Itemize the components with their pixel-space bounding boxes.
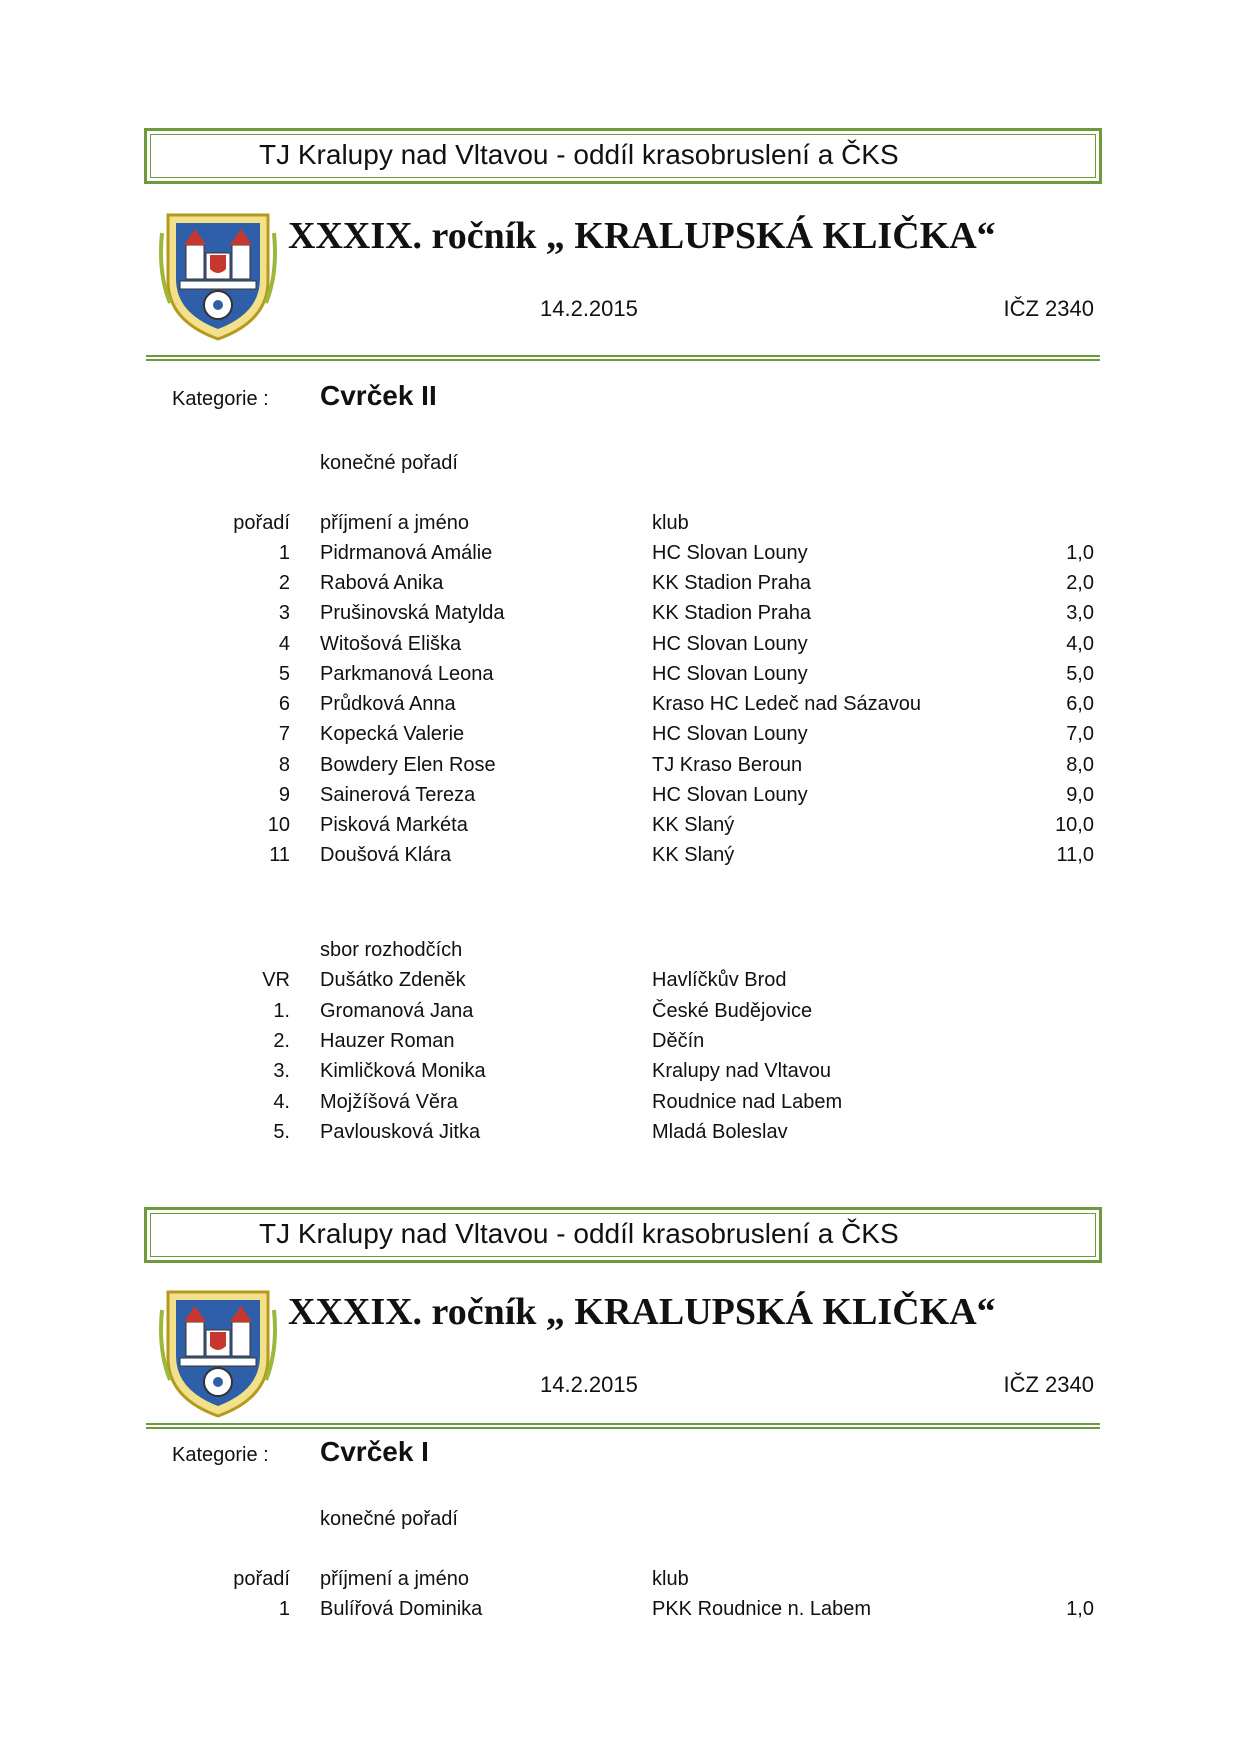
result-score: 8,0 <box>1066 754 1094 776</box>
results-subtitle: konečné pořadí <box>320 452 458 474</box>
table-row <box>0 814 1240 844</box>
result-rank: 10 <box>267 814 290 836</box>
result-name: Witošová Eliška <box>320 633 462 655</box>
result-score: 4,0 <box>1066 633 1094 655</box>
result-club: HC Slovan Louny <box>652 542 808 564</box>
results-header <box>0 512 1240 542</box>
table-row <box>0 754 1240 784</box>
result-club: TJ Kraso Beroun <box>652 754 803 776</box>
result-name: Parkmanová Leona <box>320 663 494 685</box>
result-club: KK Stadion Praha <box>652 602 811 624</box>
list-item <box>0 969 1240 999</box>
header-club: klub <box>652 512 689 534</box>
header-rule <box>146 355 1100 361</box>
judge-role: 3. <box>273 1060 290 1082</box>
list-item <box>0 1000 1240 1030</box>
result-rank: 5 <box>278 663 290 685</box>
result-rank: 8 <box>278 754 290 776</box>
table-row <box>0 572 1240 602</box>
result-rank: 2 <box>278 572 290 594</box>
judge-city: Havlíčkův Brod <box>652 969 787 991</box>
table-row <box>0 633 1240 663</box>
judge-name: Gromanová Jana <box>320 1000 474 1022</box>
event-icz: IČZ 2340 <box>1003 1372 1094 1397</box>
judge-name: Hauzer Roman <box>320 1030 455 1052</box>
result-club: KK Slaný <box>652 844 735 866</box>
header-rule <box>146 1423 1100 1429</box>
event-title: XXXIX. ročník „ KRALUPSKÁ KLIČKA“ <box>288 1291 996 1333</box>
result-rank: 3 <box>278 602 290 624</box>
event-date: 14.2.2015 <box>540 1372 638 1397</box>
table-row <box>0 723 1240 753</box>
result-name: Prušinovská Matylda <box>320 602 505 624</box>
judges-title <box>0 939 1240 969</box>
list-item <box>0 1121 1240 1151</box>
results-subtitle: konečné pořadí <box>320 1508 458 1530</box>
category-name: Cvrček I <box>320 1436 429 1467</box>
result-name: Pidrmanová Amálie <box>320 542 493 564</box>
result-name: Doušová Klára <box>320 844 452 866</box>
club-banner <box>144 1207 1102 1263</box>
table-row <box>0 663 1240 693</box>
event-title: XXXIX. ročník „ KRALUPSKÁ KLIČKA“ <box>288 215 996 257</box>
judge-city: Mladá Boleslav <box>652 1121 788 1143</box>
result-name: Rabová Anika <box>320 572 444 594</box>
club-banner <box>144 128 1102 184</box>
event-icz: IČZ 2340 <box>1003 296 1094 321</box>
result-score: 1,0 <box>1066 1598 1094 1620</box>
result-rank: 1 <box>278 542 290 564</box>
result-score: 3,0 <box>1066 602 1094 624</box>
judge-role: 1. <box>273 1000 290 1022</box>
result-score: 5,0 <box>1066 663 1094 685</box>
club-banner-text: TJ Kralupy nad Vltavou - oddíl krasobruslení a ČKS <box>259 139 899 170</box>
result-club: Kraso HC Ledeč nad Sázavou <box>652 693 922 715</box>
judge-city: Děčín <box>652 1030 705 1052</box>
judge-name: Dušátko Zdeněk <box>320 969 466 991</box>
result-name: Kopecká Valerie <box>320 723 465 745</box>
header-name: příjmení a jméno <box>320 512 469 534</box>
result-score: 1,0 <box>1066 542 1094 564</box>
results-header <box>0 1568 1240 1598</box>
result-name: Bowdery Elen Rose <box>320 754 496 776</box>
judge-city: Kralupy nad Vltavou <box>652 1060 832 1082</box>
judge-role: VR <box>262 969 290 991</box>
category-label: Kategorie : <box>172 388 269 410</box>
coat-of-arms-icon <box>158 203 278 343</box>
result-rank: 1 <box>278 1598 290 1620</box>
result-score: 2,0 <box>1066 572 1094 594</box>
table-row <box>0 1598 1240 1628</box>
table-row <box>0 844 1240 874</box>
event-date: 14.2.2015 <box>540 296 638 321</box>
category-label: Kategorie : <box>172 1444 269 1466</box>
result-rank: 9 <box>278 784 290 806</box>
result-club: KK Stadion Praha <box>652 572 811 594</box>
list-item <box>0 1030 1240 1060</box>
judge-name: Mojžíšová Věra <box>320 1091 458 1113</box>
list-item <box>0 1091 1240 1121</box>
judges-title-text: sbor rozhodčích <box>320 939 463 961</box>
result-rank: 6 <box>278 693 290 715</box>
result-name: Průdková Anna <box>320 693 456 715</box>
header-club: klub <box>652 1568 689 1590</box>
judge-city: České Budějovice <box>652 1000 813 1022</box>
club-banner-text: TJ Kralupy nad Vltavou - oddíl krasobruslení a ČKS <box>259 1218 899 1249</box>
judge-role: 5. <box>273 1121 290 1143</box>
table-row <box>0 602 1240 632</box>
header-name: příjmení a jméno <box>320 1568 469 1590</box>
table-row <box>0 693 1240 723</box>
result-club: HC Slovan Louny <box>652 663 808 685</box>
list-item <box>0 1060 1240 1090</box>
result-name: Pisková Markéta <box>320 814 468 836</box>
result-score: 11,0 <box>1056 844 1094 866</box>
result-name: Sainerová Tereza <box>320 784 476 806</box>
result-score: 9,0 <box>1066 784 1094 806</box>
result-club: HC Slovan Louny <box>652 723 808 745</box>
result-club: PKK Roudnice n. Labem <box>652 1598 872 1620</box>
result-rank: 11 <box>269 844 290 866</box>
result-club: HC Slovan Louny <box>652 784 808 806</box>
result-club: HC Slovan Louny <box>652 633 808 655</box>
judge-role: 2. <box>273 1030 290 1052</box>
coat-of-arms-icon <box>158 1280 278 1420</box>
judge-name: Kimličková Monika <box>320 1060 486 1082</box>
result-score: 6,0 <box>1066 693 1094 715</box>
header-rank: pořadí <box>233 512 290 534</box>
result-name: Bulířová Dominika <box>320 1598 483 1620</box>
result-score: 7,0 <box>1066 723 1094 745</box>
judge-city: Roudnice nad Labem <box>652 1091 843 1113</box>
result-score: 10,0 <box>1055 814 1094 836</box>
result-rank: 4 <box>278 633 290 655</box>
category-name: Cvrček II <box>320 380 437 411</box>
judge-role: 4. <box>273 1091 290 1113</box>
table-row <box>0 542 1240 572</box>
result-club: KK Slaný <box>652 814 735 836</box>
judge-name: Pavlousková Jitka <box>320 1121 481 1143</box>
header-rank: pořadí <box>233 1568 290 1590</box>
result-rank: 7 <box>278 723 290 745</box>
table-row <box>0 784 1240 814</box>
